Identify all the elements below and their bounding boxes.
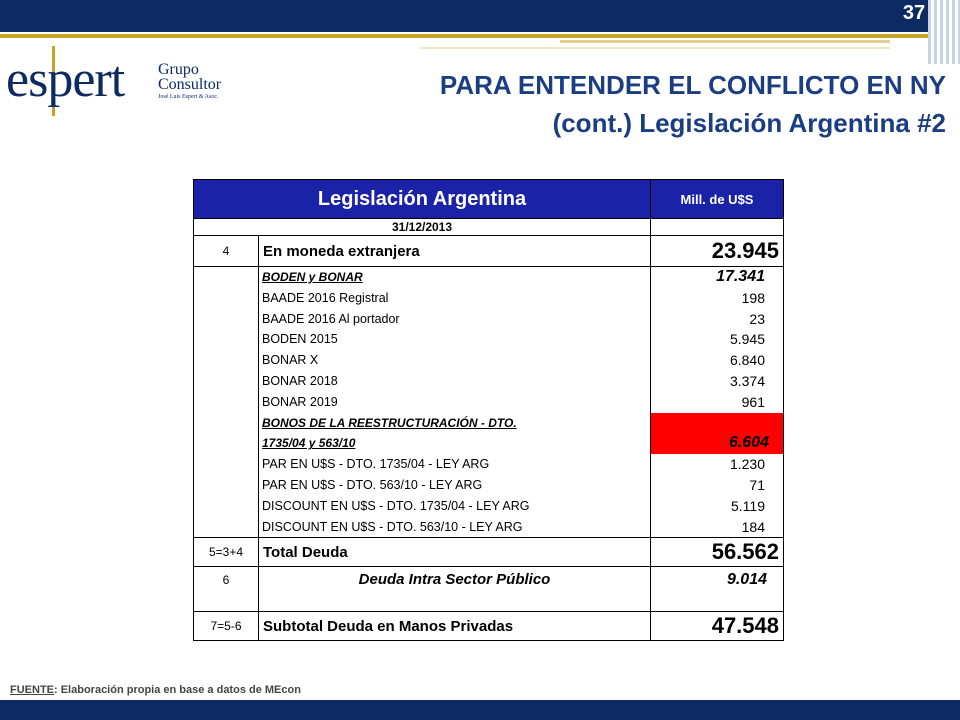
banner-gold-line-faint <box>420 47 890 49</box>
list-item: PAR EN U$S - DTO. 1735/04 - LEY ARG <box>262 457 490 472</box>
slide-title-line1: PARA ENTENDER EL CONFLICTO EN NY <box>439 70 946 100</box>
banner-gold-line-light <box>560 40 890 43</box>
banner-gold-line <box>0 34 930 38</box>
list-item: BODEN 2015 <box>262 332 338 347</box>
source-text: : Elaboración propia en base a datos de MEcon <box>54 684 301 696</box>
list-value: 23 <box>749 310 765 327</box>
list-value: 5.945 <box>729 331 765 348</box>
slide-title-line2: (cont.) Legislación Argentina #2 <box>552 108 946 138</box>
list-value-highlight: 6.604 <box>651 433 783 454</box>
subtotal-row <box>194 612 784 641</box>
list-item: DISCOUNT EN U$S - DTO. 1735/04 - LEY ARG <box>262 498 530 513</box>
row-value: 9.014 <box>651 567 784 612</box>
row-value: 47.548 <box>651 612 784 641</box>
list-item: PAR EN U$S - DTO. 563/10 - LEY ARG <box>262 477 483 492</box>
list-item: BAADE 2016 Al portador <box>262 311 400 326</box>
espert-logo <box>6 50 226 120</box>
detail-labels <box>259 267 651 538</box>
row-label: Subtotal Deuda en Manos Privadas <box>259 612 651 641</box>
list-value: 184 <box>741 518 765 535</box>
list-value: 17.341 <box>716 268 765 285</box>
row-code: 6 <box>194 567 259 612</box>
list-value: 6.840 <box>729 352 765 369</box>
list-item: BONAR X <box>262 353 319 368</box>
foreign-currency-row <box>194 236 784 267</box>
table-unit: Mill. de U$S <box>651 180 784 219</box>
date-empty-cell <box>651 219 784 236</box>
list-value: 961 <box>741 393 765 410</box>
row-label: Total Deuda <box>259 538 651 567</box>
page-number: 37 <box>902 2 926 24</box>
list-value: 71 <box>749 476 765 493</box>
list-value-highlight <box>651 413 783 434</box>
list-item: BAADE 2016 Registral <box>262 290 389 305</box>
list-item: DISCOUNT EN U$S - DTO. 563/10 - LEY ARG <box>262 519 523 534</box>
logo-grupo-line2: Consultor <box>158 76 222 93</box>
row-value: 56.562 <box>651 538 784 567</box>
list-item: BONAR 2018 <box>262 373 338 388</box>
logo-subtitle: José Luis Espert & Asoc. <box>158 94 219 100</box>
table-title: Legislación Argentina <box>194 180 651 219</box>
list-value: 1.230 <box>729 456 765 473</box>
total-row <box>194 538 784 567</box>
row-value: 23.945 <box>651 236 784 267</box>
row-code: 4 <box>194 236 259 267</box>
detail-values <box>651 267 784 538</box>
top-banner <box>0 0 960 32</box>
logo-brand: espert <box>6 51 125 108</box>
logo-grupo-consultor <box>158 62 221 92</box>
row-code: 7=5-6 <box>194 612 259 641</box>
bottom-banner <box>0 700 960 720</box>
list-item: BODEN y BONAR <box>262 270 363 284</box>
list-value: 3.374 <box>729 372 765 389</box>
detail-row <box>194 267 784 538</box>
row-label: Deuda Intra Sector Público <box>259 567 651 612</box>
table-date: 31/12/2013 <box>194 219 651 236</box>
list-value: 5.119 <box>731 497 765 514</box>
detail-code-cell <box>194 267 259 538</box>
list-item: 1735/04 y 563/10 <box>262 436 356 451</box>
banner-stripes <box>928 0 960 64</box>
source-label: FUENTE <box>10 684 54 696</box>
logo-grupo-line1: Grupo <box>158 61 199 78</box>
intra-row <box>194 567 784 612</box>
date-row <box>194 219 784 236</box>
row-code: 5=3+4 <box>194 538 259 567</box>
list-value: 198 <box>741 289 765 306</box>
source-note <box>10 684 301 696</box>
list-item: BONAR 2019 <box>262 394 338 409</box>
row-label: En moneda extranjera <box>259 236 651 267</box>
debt-table <box>193 179 784 641</box>
table-header-row <box>194 180 784 219</box>
list-item: BONOS DE LA REESTRUCTURACIÓN - DTO. <box>262 415 517 430</box>
